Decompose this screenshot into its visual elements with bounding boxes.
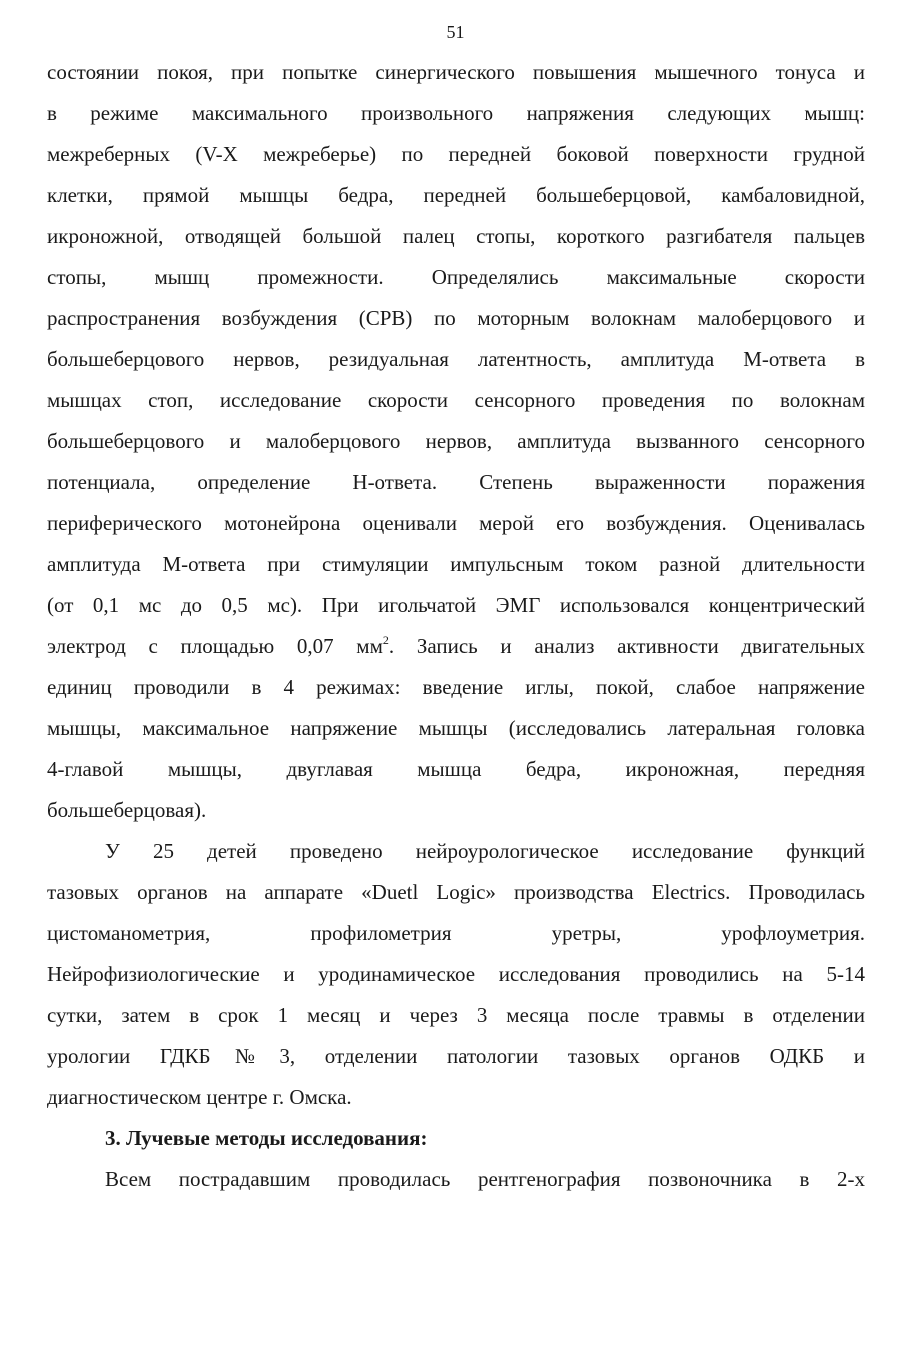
electrode-text: электрод с площадью 0,07 мм	[47, 634, 383, 658]
text-line: (от 0,1 мс до 0,5 мс). При игольчатой ЭМГ использовался концентрический	[47, 593, 865, 617]
section-heading: 3. Лучевые методы исследования:	[105, 1126, 428, 1150]
text-line: распространения возбуждения (СРВ) по моторным волокнам малоберцового и	[47, 306, 865, 330]
text-line-electrode	[47, 626, 865, 667]
text-line: цистоманометрия, профилометрия уретры, урофлоуметрия.	[47, 921, 865, 945]
text-line: периферического мотонейрона оценивали мерой его возбуждения. Оценивалась	[47, 511, 865, 535]
text-line: стопы, мышц промежности. Определялись максимальные скорости	[47, 265, 865, 289]
text-line: в режиме максимального произвольного напряжения следующих мышц:	[47, 101, 865, 125]
text-line: потенциала, определение Н-ответа. Степень выраженности поражения	[47, 470, 865, 494]
text-line: Всем пострадавшим проводилась рентгенография позвоночника в 2-х	[105, 1167, 865, 1191]
text-line: У 25 детей проведено нейроурологическое исследование функций	[105, 839, 865, 863]
electrode-text-tail: . Запись и анализ активности двигательных	[388, 634, 865, 658]
text-line: икроножной, отводящей большой палец стопы, короткого разгибателя пальцев	[47, 224, 865, 248]
text-line: межреберных (V-X межреберье) по передней боковой поверхности грудной	[47, 142, 865, 166]
text-line: большеберцовая).	[47, 798, 207, 822]
text-line: большеберцового и малоберцового нервов, амплитуда вызванного сенсорного	[47, 429, 865, 453]
superscript-2: 2	[382, 633, 389, 647]
text-line: тазовых органов на аппарате «Duetl Logic» производства Electrics. Проводилась	[47, 880, 865, 904]
text-line: 4-главой мышцы, двуглавая мышца бедра, икроножная, передняя	[47, 757, 865, 781]
text-line: состоянии покоя, при попытке синергического повышения мышечного тонуса и	[47, 60, 865, 84]
text-line: амплитуда М-ответа при стимуляции импульсным током разной длительности	[47, 552, 865, 576]
text-line: сутки, затем в срок 1 месяц и через 3 месяца после травмы в отделении	[47, 1003, 865, 1027]
text-line: Нейрофизиологические и уродинамическое исследования проводились на 5-14	[47, 962, 865, 986]
text-line: клетки, прямой мышцы бедра, передней большеберцовой, камбаловидной,	[47, 183, 865, 207]
text-line: единиц проводили в 4 режимах: введение иглы, покой, слабое напряжение	[47, 675, 865, 699]
text-line: мышцы, максимальное напряжение мышцы (исследовались латеральная головка	[47, 716, 865, 740]
page-number: 51	[446, 22, 465, 42]
body-text	[47, 52, 865, 1200]
text-line: мышцах стоп, исследование скорости сенсорного проведения по волокнам	[47, 388, 865, 412]
text-line: урологии ГДКБ№3, отделении патологии тазовых органов ОДКБ и	[47, 1044, 865, 1068]
text-line: диагностическом центре г. Омска.	[47, 1085, 352, 1109]
text-line: большеберцового нервов, резидуальная латентность, амплитуда М-ответа в	[47, 347, 865, 371]
